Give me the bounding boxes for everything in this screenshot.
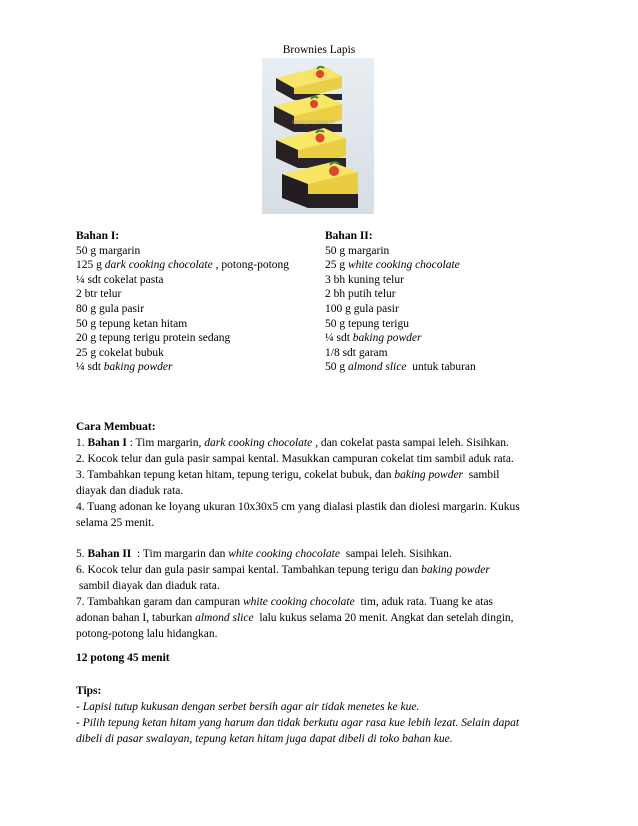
bahan1-heading: Bahan I:	[76, 230, 120, 242]
tips-section	[76, 683, 576, 747]
list-item: 50 g margarin	[76, 244, 141, 257]
list-item: 1/8 sdt garam	[325, 346, 388, 359]
tip-2: - Pilih tepung ketan hitam yang harum dan tidak berkutu agar rasa kue lebih lezat. Selain dapat	[76, 717, 520, 729]
serving-info: 12 potong 45 menit	[76, 652, 170, 664]
list-item: ¼ sdt baking powder	[76, 361, 173, 374]
step-6: 6. Kocok telur dan gula pasir sampai kental. Tambahkan tepung terigu dan baking powder	[76, 564, 490, 576]
list-item: ¼ sdt baking powder	[325, 332, 422, 345]
cara-membuat-section-2	[76, 546, 576, 642]
step-4: 4. Tuang adonan ke loyang ukuran 10x30x5 cm yang dialasi plastik dan diolesi margarin. Kukus	[76, 501, 520, 513]
list-item: 2 btr telur	[76, 288, 122, 301]
list-item: 3 bh kuning telur	[325, 273, 404, 286]
tip-2-cont: dibeli di pasar swalayan, tepung ketan hitam juga dapat dibeli di toko bahan kue.	[76, 733, 453, 745]
list-item: 80 g gula pasir	[76, 302, 145, 315]
tips-heading: Tips:	[76, 685, 102, 697]
list-item: 25 g white cooking chocolate	[325, 259, 460, 272]
step-6-cont: sambil diayak dan diaduk rata.	[76, 580, 220, 592]
bahan2-heading: Bahan II:	[325, 230, 373, 242]
list-item: 50 g almond slice untuk taburan	[325, 361, 476, 374]
step-3-cont: diayak dan diaduk rata.	[76, 485, 184, 497]
list-item: ¼ sdt cokelat pasta	[76, 273, 164, 286]
cara-membuat-section	[76, 419, 576, 531]
page-title: Brownies Lapis	[282, 44, 356, 56]
step-7-cont: adonan bahan I, taburkan almond slice lalu kukus selama 20 menit. Angkat dan setelah dingin,	[76, 612, 514, 624]
bahan2-list	[325, 229, 476, 375]
tip-1: - Lapisi tutup kukusan dengan serbet bersih agar air tidak menetes ke kue.	[76, 701, 420, 713]
list-item: 50 g margarin	[325, 244, 390, 257]
step-2: 2. Kocok telur dan gula pasir sampai kental. Masukkan campuran cokelat tim sambil aduk rata.	[76, 453, 514, 465]
brownies-photo	[262, 58, 374, 214]
step-3: 3. Tambahkan tepung ketan hitam, tepung terigu, cokelat bubuk, dan baking powder sambil	[76, 469, 500, 481]
list-item: 100 g gula pasir	[325, 302, 399, 315]
step-4-cont: selama 25 menit.	[76, 517, 155, 529]
step-5: 5. Bahan II : Tim margarin dan white cooking chocolate sampai leleh. Sisihkan.	[76, 548, 452, 560]
list-item: 2 bh putih telur	[325, 288, 396, 301]
bahan1-list	[76, 229, 289, 375]
step-1: 1. Bahan I : Tim margarin, dark cooking chocolate , dan cokelat pasta sampai leleh. Sisihkan.	[76, 437, 509, 449]
step-7: 7. Tambahkan garam dan campuran white cooking chocolate tim, aduk rata. Tuang ke atas	[76, 596, 494, 608]
photo-watermark: resepmasakan	[292, 119, 336, 126]
step-7-end: potong-potong lalu hidangkan.	[76, 628, 218, 640]
cara-heading: Cara Membuat:	[76, 421, 156, 433]
list-item: 50 g tepung terigu	[325, 317, 409, 330]
list-item: 25 g cokelat bubuk	[76, 346, 164, 359]
list-item: 125 g dark cooking chocolate , potong-potong	[76, 259, 290, 272]
list-item: 50 g tepung ketan hitam	[76, 317, 188, 330]
list-item: 20 g tepung terigu protein sedang	[76, 332, 231, 345]
